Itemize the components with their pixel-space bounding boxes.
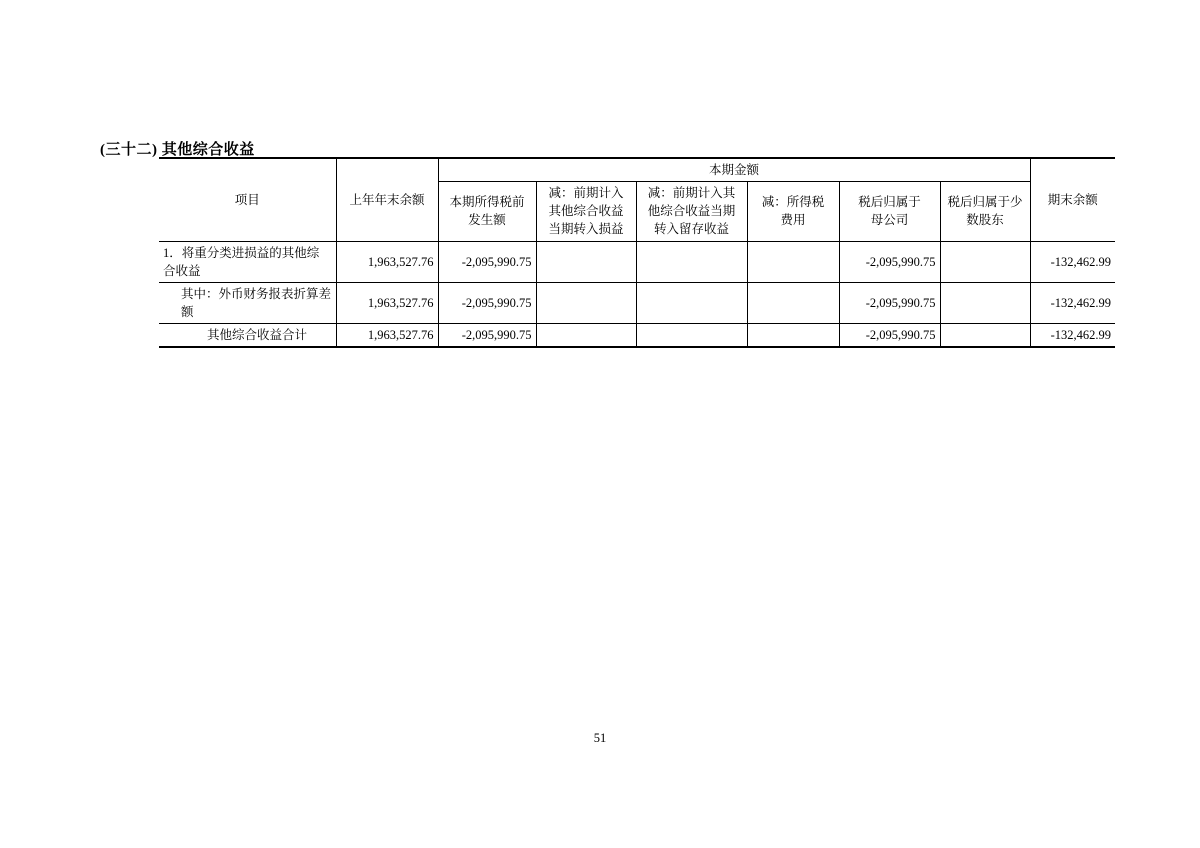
cell-less-income-tax	[747, 282, 839, 323]
table-row	[159, 241, 1115, 282]
cell-pretax-current: -2,095,990.75	[438, 241, 536, 282]
cell-period-end: -132,462.99	[1030, 282, 1115, 323]
section-title: (三十二) 其他综合收益	[100, 142, 255, 158]
cell-less-prior-to-pl	[536, 241, 636, 282]
cell-after-tax-minority	[940, 282, 1030, 323]
cell-prior-year-end: 1,963,527.76	[336, 241, 438, 282]
header-period-end: 期末余额	[1030, 158, 1115, 241]
table-row	[159, 324, 1115, 348]
cell-less-prior-to-retained-earnings	[636, 282, 747, 323]
cell-less-prior-to-pl	[536, 324, 636, 348]
row-label: 1．将重分类进损益的其他综 合收益	[159, 241, 336, 282]
other-comprehensive-income-table	[159, 157, 1115, 348]
header-less-prior-to-retained-earnings: 减：前期计入其 他综合收益当期 转入留存收益	[636, 182, 747, 241]
cell-pretax-current: -2,095,990.75	[438, 324, 536, 348]
header-after-tax-parent: 税后归属于 母公司	[839, 182, 940, 241]
header-prior-year-end: 上年年末余额	[336, 158, 438, 241]
cell-after-tax-minority	[940, 241, 1030, 282]
row-label: 其他综合收益合计	[159, 324, 336, 348]
header-pretax-current: 本期所得税前 发生额	[438, 182, 536, 241]
cell-less-prior-to-retained-earnings	[636, 324, 747, 348]
table-header-row-1	[159, 158, 1115, 182]
header-less-prior-to-pl: 减：前期计入 其他综合收益 当期转入损益	[536, 182, 636, 241]
cell-after-tax-parent: -2,095,990.75	[839, 282, 940, 323]
cell-prior-year-end: 1,963,527.76	[336, 282, 438, 323]
cell-prior-year-end: 1,963,527.76	[336, 324, 438, 348]
cell-after-tax-parent: -2,095,990.75	[839, 241, 940, 282]
cell-less-prior-to-pl	[536, 282, 636, 323]
cell-after-tax-minority	[940, 324, 1030, 348]
cell-period-end: -132,462.99	[1030, 241, 1115, 282]
cell-less-prior-to-retained-earnings	[636, 241, 747, 282]
cell-less-income-tax	[747, 241, 839, 282]
cell-pretax-current: -2,095,990.75	[438, 282, 536, 323]
header-current-period-amount: 本期金额	[438, 158, 1030, 182]
header-item: 项目	[159, 158, 336, 241]
oci-table-container	[159, 157, 1112, 348]
header-after-tax-minority: 税后归属于少 数股东	[940, 182, 1030, 241]
header-less-income-tax: 减：所得税 费用	[747, 182, 839, 241]
cell-period-end: -132,462.99	[1030, 324, 1115, 348]
cell-after-tax-parent: -2,095,990.75	[839, 324, 940, 348]
page-number: 51	[593, 731, 607, 745]
table-row	[159, 282, 1115, 323]
row-label: 其中：外币财务报表折算差额	[159, 282, 336, 323]
cell-less-income-tax	[747, 324, 839, 348]
